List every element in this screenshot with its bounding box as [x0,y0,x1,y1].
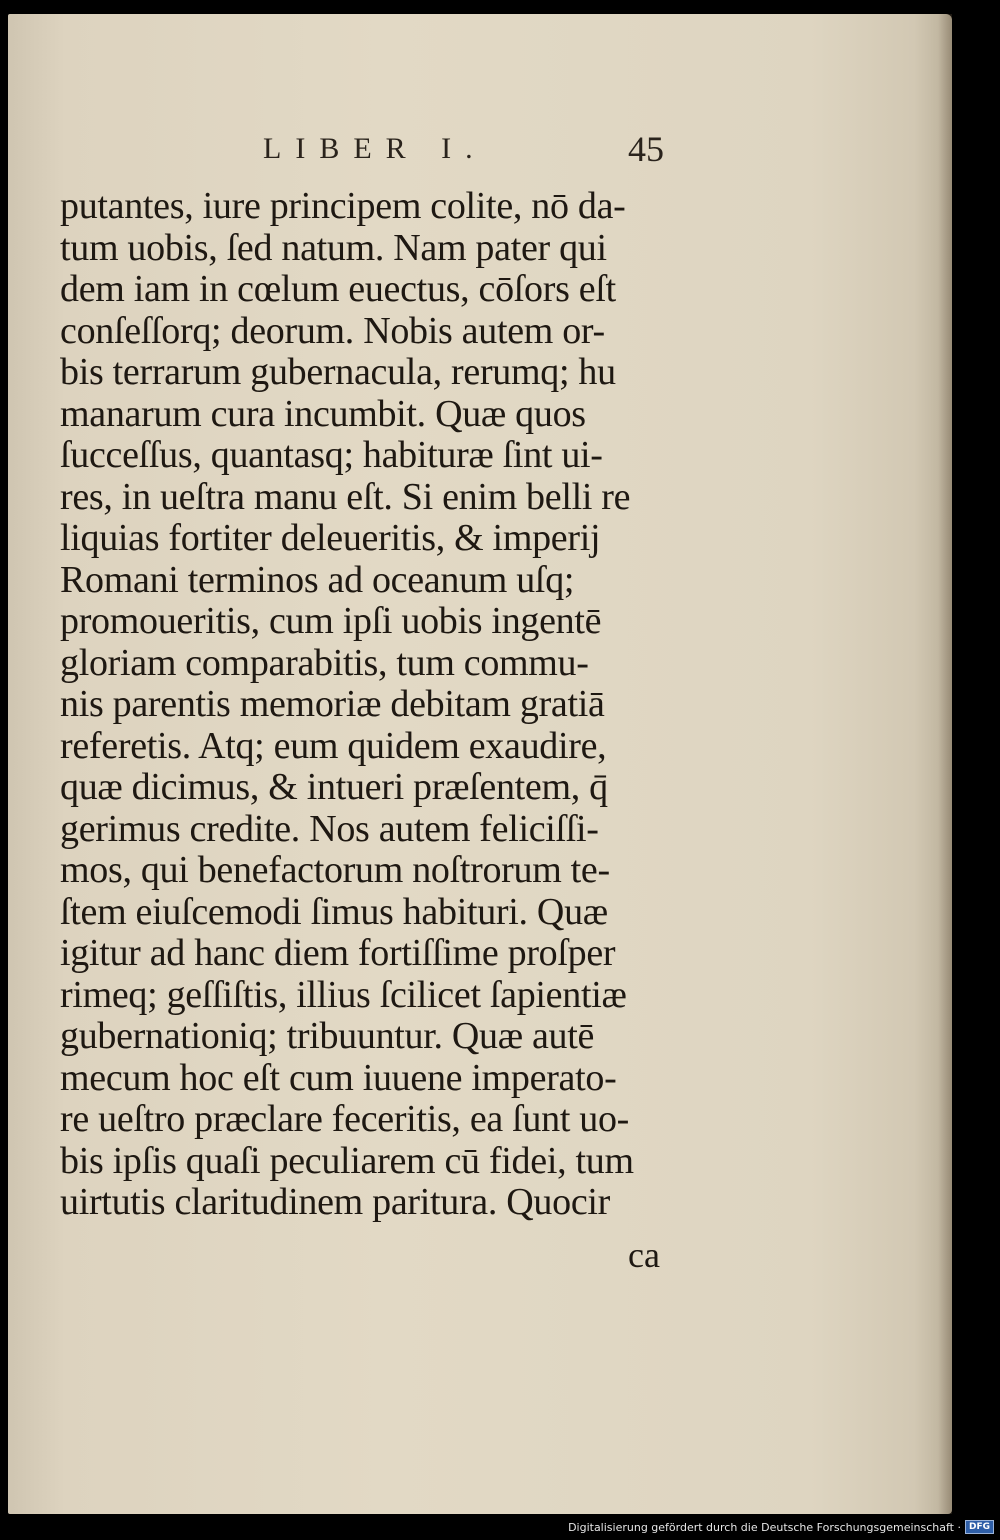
text-line: rimeq; geſſiſtis, illius ſcilicet ſapientiæ [60,973,627,1016]
credit-text: Digitalisierung gefördert durch die Deutsche Forschungsgemeinschaft · [568,1520,961,1534]
running-head: LIBER I. [263,132,487,165]
text-line: gloriam comparabitis, tum commu- [60,641,589,684]
text-line: promoueritis, cum ipſi uobis ingentē [60,600,602,642]
text-line: res, in ueſtra manu eſt. Si enim belli re [60,475,631,518]
text-line: Romani terminos ad oceanum uſq; [60,558,575,601]
digitization-credit [568,1520,994,1534]
text-line: conſeſſorq; deorum. Nobis autem or- [60,309,605,352]
text-line: uirtutis claritudinem paritura. Quocir [60,1181,610,1223]
catchword: ca [628,1235,660,1275]
text-line: manarum cura incumbit. Quæ quos [60,392,586,435]
text-line: ſtem eiuſcemodi ſimus habituri. Quæ [60,890,608,933]
book-page [8,14,952,1514]
text-line: tum uobis, ſed natum. Nam pater qui [60,226,607,269]
text-line: putantes, iure principem colite, nō da- [60,185,626,227]
text-line: ſucceſſus, quantasq; habituræ ſint ui- [60,434,603,476]
text-line: referetis. Atq; eum quidem exaudire, [60,724,607,767]
text-line: gubernationiq; tribuuntur. Quæ autē [60,1015,595,1057]
text-line: liquias fortiter deleueritis, & imperij [60,517,601,559]
page-number: 45 [628,129,664,169]
text-line: nis parentis memoriæ debitam gratiā [60,683,605,725]
text-line: mecum hoc eſt cum iuuene imperato- [60,1056,617,1099]
page-edge-shadow [938,14,952,1514]
text-line: bis terrarum gubernacula, rerumq; hu [60,351,616,393]
text-line: gerimus credite. Nos autem feliciſſi- [60,807,599,850]
text-line: re ueſtro præclare feceritis, ea ſunt uo- [60,1098,630,1140]
text-line: quæ dicimus, & intueri præſentem, q̄ [60,766,608,808]
text-line: igitur ad hanc diem fortiſſime proſper [60,932,616,974]
dfg-logo: DFG [965,1520,994,1534]
text-line: dem iam in cœlum euectus, cōſors eſt [60,268,616,310]
text-line: mos, qui benefactorum noſtrorum te- [60,849,610,891]
text-line: bis ipſis quaſi peculiarem cū fidei, tum [60,1139,634,1182]
body-text [60,186,680,1224]
